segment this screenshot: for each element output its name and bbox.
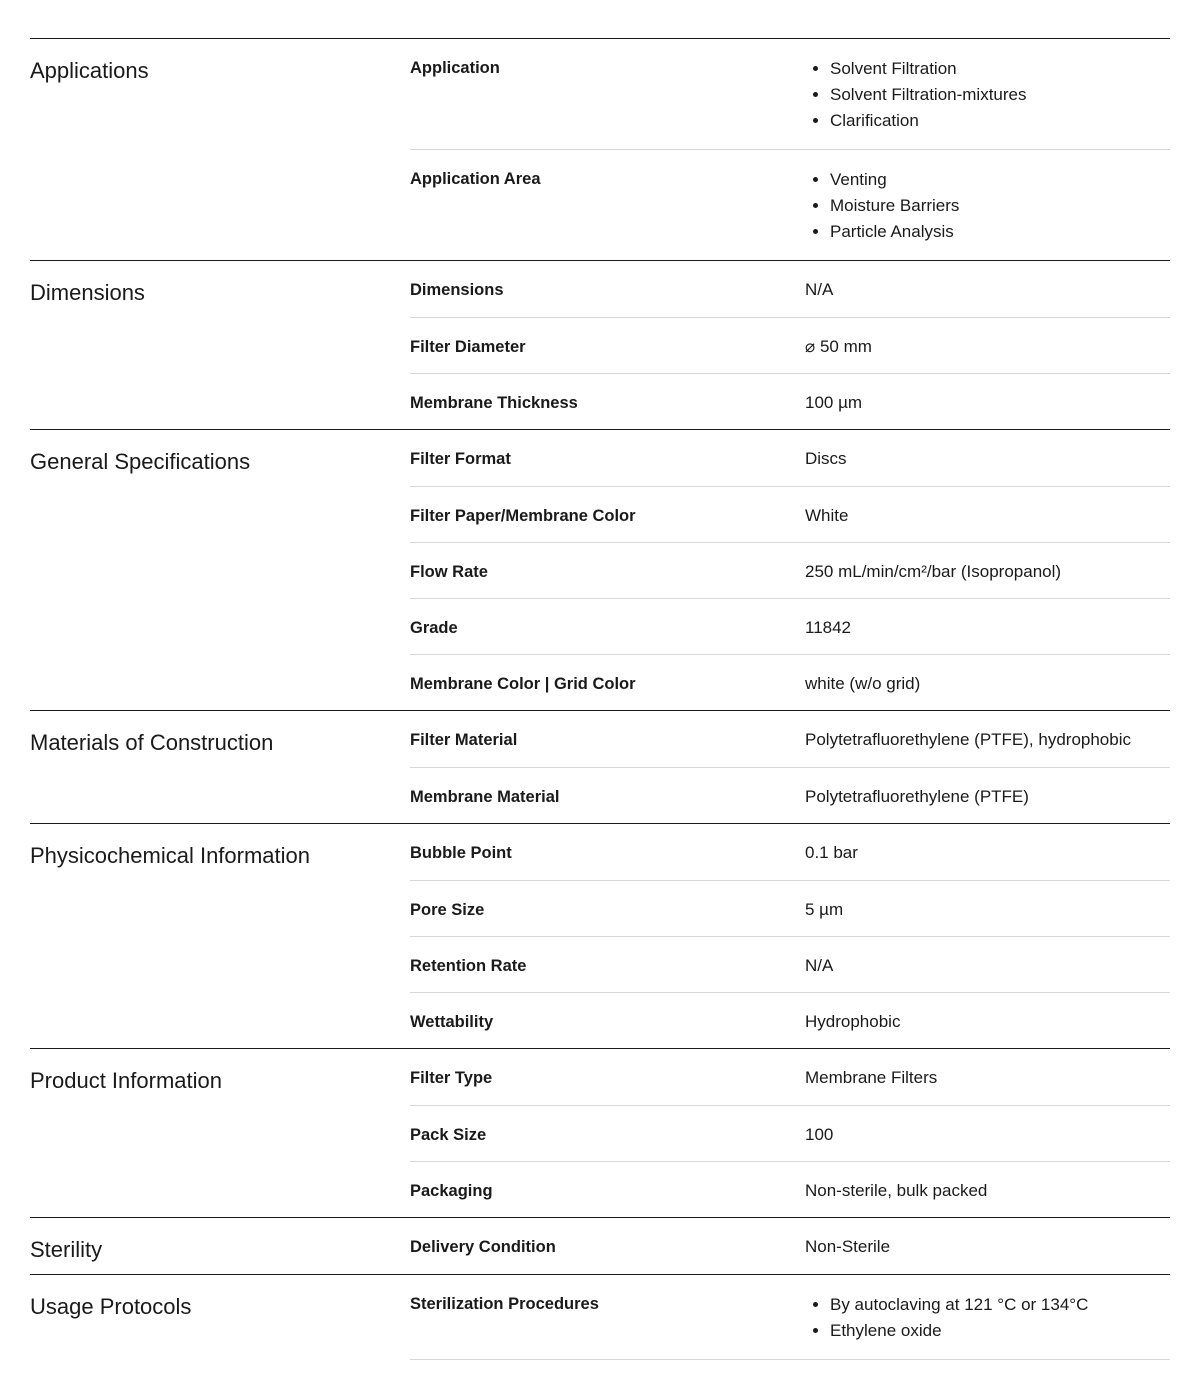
spec-section-physicochemical-information	[30, 823, 1170, 1048]
bullet-list	[805, 56, 1170, 134]
spec-label: Membrane Material	[410, 788, 560, 806]
spec-row-packaging	[410, 1161, 1170, 1217]
spec-label: Filter Material	[410, 731, 518, 749]
spec-row-filter-type	[410, 1049, 1170, 1105]
spec-rows	[410, 39, 1170, 260]
spec-value: Polytetrafluorethylene (PTFE)	[805, 787, 1029, 806]
spec-row-application	[410, 39, 1170, 149]
spec-value: Polytetrafluorethylene (PTFE), hydrophobic	[805, 730, 1131, 749]
spec-row-filter-diameter	[410, 317, 1170, 373]
spec-rows	[410, 711, 1170, 823]
spec-value: Discs	[805, 449, 847, 468]
spec-row-bubble-point	[410, 824, 1170, 880]
section-title: Product Information	[30, 1068, 222, 1093]
spec-label: Membrane Thickness	[410, 394, 578, 412]
spec-section-general-specifications	[30, 429, 1170, 710]
spec-label: Flow Rate	[410, 563, 488, 581]
spec-value: 100	[805, 1125, 834, 1144]
spec-value: N/A	[805, 956, 834, 975]
spec-rows	[410, 430, 1170, 710]
spec-label: Filter Paper/Membrane Color	[410, 507, 636, 525]
spec-label: Delivery Condition	[410, 1238, 556, 1256]
spec-row-filter-material	[410, 711, 1170, 767]
spec-row-wettability	[410, 992, 1170, 1048]
spec-label: Dimensions	[410, 281, 504, 299]
spec-value-list	[805, 39, 1170, 149]
section-title: Sterility	[30, 1237, 103, 1262]
spec-label: Filter Format	[410, 450, 511, 468]
spec-value: white (w/o grid)	[805, 674, 921, 693]
spec-label: Filter Diameter	[410, 338, 526, 356]
section-title: Physicochemical Information	[30, 843, 311, 868]
spec-rows	[410, 1218, 1170, 1274]
spec-label: Membrane Color | Grid Color	[410, 675, 636, 693]
bullet-item: • Moisture Barriers	[830, 193, 1170, 219]
spec-row-retention-rate	[410, 936, 1170, 992]
spec-row-membrane-color-grid-color	[410, 654, 1170, 710]
spec-rows	[410, 824, 1170, 1048]
spec-label: Sterilization Procedures	[410, 1295, 599, 1313]
spec-section-sterility	[30, 1217, 1170, 1274]
spec-section-usage-protocols	[30, 1274, 1170, 1360]
spec-value: Non-Sterile	[805, 1237, 891, 1256]
spec-rows	[410, 261, 1170, 429]
bullet-item: • Venting	[830, 167, 1170, 193]
spec-row-sterilization-procedures	[410, 1275, 1170, 1360]
bullet-item: • Solvent Filtration	[830, 56, 1170, 82]
spec-label: Application	[410, 59, 500, 77]
bullet-item: • Solvent Filtration-mixtures	[830, 82, 1170, 108]
spec-row-membrane-material	[410, 767, 1170, 823]
spec-value: 11842	[805, 618, 852, 637]
spec-value: Hydrophobic	[805, 1012, 901, 1031]
spec-row-delivery-condition	[410, 1218, 1170, 1274]
section-title: Dimensions	[30, 280, 145, 305]
bullet-list	[805, 1292, 1170, 1344]
spec-rows	[410, 1275, 1170, 1360]
spec-row-dimensions	[410, 261, 1170, 317]
spec-label: Bubble Point	[410, 844, 512, 862]
spec-value: 5 µm	[805, 900, 844, 919]
spec-value: 250 mL/min/cm²/bar (Isopropanol)	[805, 562, 1062, 581]
spec-rows	[410, 1049, 1170, 1217]
spec-row-grade	[410, 598, 1170, 654]
bullet-list	[805, 167, 1170, 245]
spec-row-membrane-thickness	[410, 373, 1170, 429]
spec-row-filter-format	[410, 430, 1170, 486]
spec-section-dimensions	[30, 260, 1170, 429]
bullet-item: • Ethylene oxide	[830, 1318, 1170, 1344]
bullet-item: • Particle Analysis	[830, 219, 1170, 245]
spec-value: N/A	[805, 280, 834, 299]
spec-value: 100 µm	[805, 393, 863, 412]
spec-label: Packaging	[410, 1182, 493, 1200]
spec-table	[30, 38, 1170, 1360]
section-title: Usage Protocols	[30, 1294, 192, 1319]
spec-row-application-area	[410, 149, 1170, 260]
spec-row-flow-rate	[410, 542, 1170, 598]
spec-value: Membrane Filters	[805, 1068, 938, 1087]
spec-section-materials-of-construction	[30, 710, 1170, 823]
section-title: General Specifications	[30, 449, 251, 474]
spec-section-product-information	[30, 1048, 1170, 1217]
spec-value-list	[805, 150, 1170, 260]
spec-label: Filter Type	[410, 1069, 493, 1087]
spec-label: Retention Rate	[410, 957, 527, 975]
spec-row-filter-paper-membrane-color	[410, 486, 1170, 542]
spec-label: Pack Size	[410, 1126, 487, 1144]
bullet-item: • By autoclaving at 121 °C or 134°C	[830, 1292, 1170, 1318]
spec-row-pack-size	[410, 1105, 1170, 1161]
spec-value: Non-sterile, bulk packed	[805, 1181, 988, 1200]
section-title: Applications	[30, 58, 149, 83]
spec-label: Grade	[410, 619, 458, 637]
spec-label: Application Area	[410, 170, 541, 188]
spec-value: 0.1 bar	[805, 843, 858, 862]
spec-label: Wettability	[410, 1013, 494, 1031]
spec-row-pore-size	[410, 880, 1170, 936]
spec-label: Pore Size	[410, 901, 485, 919]
section-title: Materials of Construction	[30, 730, 274, 755]
spec-section-applications	[30, 38, 1170, 260]
spec-value: White	[805, 506, 849, 525]
spec-value: ⌀ 50 mm	[805, 337, 872, 356]
spec-value-list	[805, 1275, 1170, 1359]
bullet-item: • Clarification	[830, 108, 1170, 134]
